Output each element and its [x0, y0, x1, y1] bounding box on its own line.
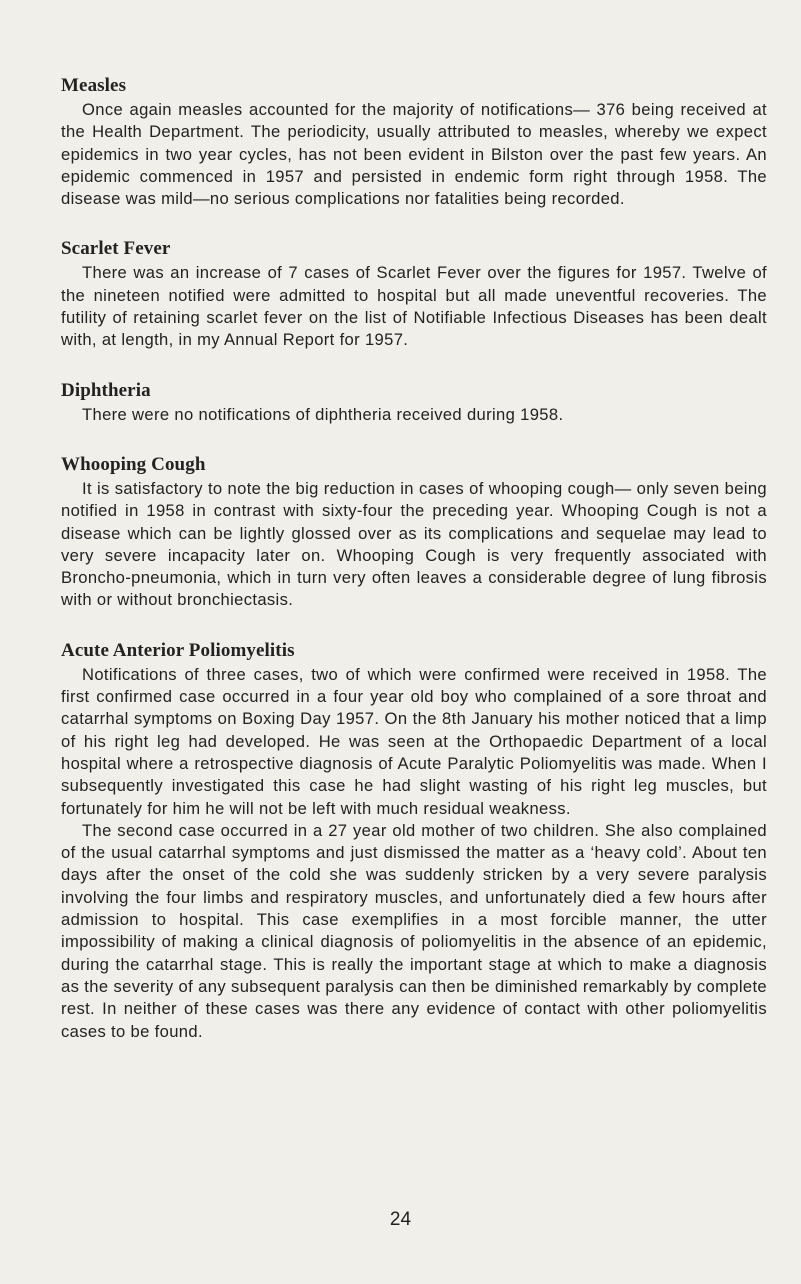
paragraph: Notifications of three cases, two of which were confirmed were received in 1958. The first confirmed case occurred in a four year old boy who complained of a sore throat and catarrhal symptoms on Boxing Day 1957. On the 8th January his mother noticed that a limp of his right leg had developed. He was seen at the Orthopaedic Department of a local hospital where a retrospective diagnosis of Acute Paralytic Poliomyelitis was made. When I subsequently investigated this case he had slight wasting of his right leg muscles, but fortunately for him he will not be left with much residual weakness. — [61, 664, 767, 818]
section-heading: Measles — [61, 75, 127, 96]
paragraph: Once again measles accounted for the majority of notifications— 376 being received at the Health Department. The periodicity, usually attributed to measles, whereby we expect epidemics in two year cycles, has not been evident in Bilston over the past few years. An epidemic commenced in 1957 and persisted in endemic form right through 1958. The disease was mild—no serious complications nor fatalities being recorded. — [61, 100, 767, 209]
section-scarlet-fever — [61, 235, 767, 351]
section-heading: Diphtheria — [61, 379, 151, 401]
page-number: 24 — [389, 1209, 412, 1230]
section-acute-anterior-poliomyelitis — [61, 637, 767, 1043]
section-heading: Acute Anterior Poliomyelitis — [61, 639, 295, 661]
section-heading: Whooping Cough — [61, 453, 206, 475]
paragraph: It is satisfactory to note the big reduction in cases of whooping cough— only seven being notified in 1958 in contrast with sixty-four the preceding year. Whooping Cough is not a disease which can be lightly glossed over as its complications and sequelae may lead to very severe incapacity later on. Whooping Cough is very frequently associated with Broncho-pneumonia, which in turn very often leaves a considerable degree of lung fibrosis with or without bronchiectasis. — [61, 478, 767, 610]
document-body — [61, 72, 767, 1043]
paragraph: The second case occurred in a 27 year old mother of two children. She also complained of the usual catarrhal symptoms and just dismissed the matter as a ‘heavy cold’. About ten days after the onset of the cold she was suddenly stricken by a very severe paralysis involving the four limbs and respiratory muscles, and unfortunately died a few hours after admission to hospital. This case exemplifies in a most forcible manner, the utter impossibility of making a clinical diagnosis of poliomyelitis in the absence of an epidemic, during the catarrhal stage. This is really the important stage at which to make a diagnosis as the severity of any subsequent paralysis can then be diminished remarkably by complete rest. In neither of these cases was there any evidence of contact with other poliomyelitis cases to be found. — [61, 820, 767, 1041]
section-heading: Scarlet Fever — [61, 238, 171, 260]
paragraph: There was an increase of 7 cases of Scarlet Fever over the figures for 1957. Twelve of the nineteen notified were admitted to hospital but all made uneventful recoveries. The futility of retaining scarlet fever on the list of Notifiable Infectious Diseases has been dealt with, at length, in my Annual Report for 1957. — [61, 263, 767, 350]
section-diphtheria — [61, 377, 767, 426]
section-whooping-cough — [61, 451, 767, 612]
section-measles — [61, 72, 767, 210]
paragraph: There were no notifications of diphtheria received during 1958. — [82, 404, 564, 424]
